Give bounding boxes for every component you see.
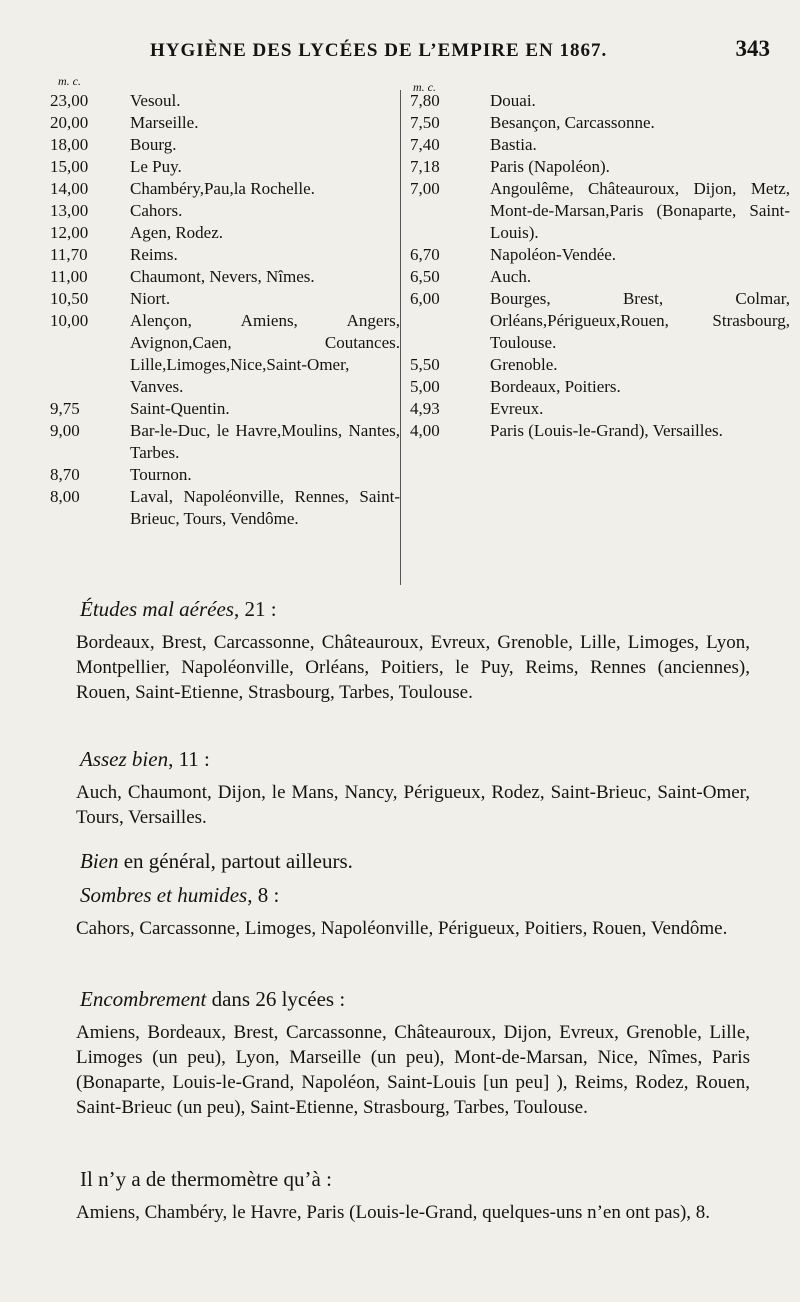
- column-divider: [400, 90, 401, 585]
- table-row: [410, 178, 790, 244]
- lycee-names: Bourg.: [130, 135, 177, 154]
- section-assez-bien: [76, 746, 750, 830]
- heading-italic: Études mal aérées: [80, 597, 234, 621]
- lycee-names: Tournon.: [130, 465, 192, 484]
- table-row: [50, 310, 400, 398]
- table-column-left: [50, 90, 400, 530]
- table-row: [410, 354, 790, 376]
- heading-italic: Encombrement: [80, 987, 207, 1011]
- volume-value: 6,00: [410, 289, 440, 308]
- unit-label-left: m. c.: [58, 74, 81, 88]
- section-heading: [80, 746, 750, 772]
- volume-value: 4,93: [410, 399, 440, 418]
- lycee-names: Paris (Napoléon).: [490, 157, 610, 176]
- section-heading: [80, 882, 750, 908]
- unit-label-right: m. c.: [413, 80, 436, 94]
- volume-value: 10,50: [50, 289, 89, 308]
- volume-value: 18,00: [50, 135, 89, 154]
- section-body: Cahors, Carcassonne, Limoges, Napoléonville, Périgueux, Poitiers, Rouen, Vendôme.: [76, 918, 728, 939]
- section-body: Bordeaux, Brest, Carcassonne, Châteauroux, Evreux, Grenoble, Lille, Limoges, Lyon, Montpellier, Napoléonville, Orléans, Poitiers, le Puy, Reims, Rennes (anciennes), Rouen, Saint-Etienne, Strasbourg, Tarbes, Toulouse.: [76, 632, 750, 703]
- volume-value: 9,00: [50, 421, 80, 440]
- lycee-names: Besançon, Carcassonne.: [490, 113, 655, 132]
- table-row: [50, 90, 400, 112]
- table-row: [50, 266, 400, 288]
- volume-value: 4,00: [410, 421, 440, 440]
- volume-value: 7,18: [410, 157, 440, 176]
- lycee-names: Bastia.: [490, 135, 537, 154]
- volume-value: 11,70: [50, 245, 88, 264]
- lycee-names: Douai.: [490, 91, 536, 110]
- table-row: [410, 90, 790, 112]
- table-row: [50, 178, 400, 200]
- lycee-names: Le Puy.: [130, 157, 182, 176]
- table-row: [50, 464, 400, 486]
- table-row: [410, 376, 790, 398]
- lycee-names: Bar-le-Duc, le Havre,Moulins, Nantes, Tarbes.: [130, 421, 400, 462]
- volume-value: 23,00: [50, 91, 89, 110]
- volume-value: 15,00: [50, 157, 89, 176]
- table-row: [410, 398, 790, 420]
- heading-italic: Bien: [80, 849, 119, 873]
- heading-rest: , 8 :: [247, 883, 280, 907]
- section-body: Auch, Chaumont, Dijon, le Mans, Nancy, Périgueux, Rodez, Saint-Brieuc, Saint-Omer, Tours, Versailles.: [76, 782, 750, 828]
- table-row: [50, 420, 400, 464]
- lycee-names: Bourges, Brest, Colmar, Orléans,Périgueux,Rouen, Strasbourg, Toulouse.: [490, 289, 790, 352]
- section-thermometre: [76, 1166, 750, 1225]
- section-etudes-mal-aerees: [76, 596, 750, 705]
- section-heading: [80, 1166, 750, 1192]
- section-heading: [80, 986, 750, 1012]
- lycee-names: Evreux.: [490, 399, 544, 418]
- volume-value: 11,00: [50, 267, 88, 286]
- lycee-names: Grenoble.: [490, 355, 558, 374]
- lycee-names: Saint-Quentin.: [130, 399, 230, 418]
- volume-value: 9,75: [50, 399, 80, 418]
- volume-table: [40, 90, 790, 590]
- table-row: [50, 156, 400, 178]
- table-row: [410, 244, 790, 266]
- lycee-names: Auch.: [490, 267, 532, 286]
- page-number: 343: [735, 36, 770, 61]
- volume-value: 8,70: [50, 465, 80, 484]
- table-row: [410, 112, 790, 134]
- table-row: [50, 222, 400, 244]
- table-row: [50, 112, 400, 134]
- section-body: Amiens, Bordeaux, Brest, Carcassonne, Châteauroux, Dijon, Evreux, Grenoble, Lille, Limoges (un peu), Lyon, Marseille (un peu), Mont-de-Marsan, Nice, Nîmes, Paris (Bonaparte, Louis-le-Grand, Napoléon, Saint-Louis [un peu] ), Reims, Rodez, Rouen, Saint-Brieuc (un peu), Saint-Etienne, Strasbourg, Tarbes, Toulouse.: [76, 1022, 750, 1118]
- volume-value: 14,00: [50, 179, 89, 198]
- lycee-names: Cahors.: [130, 201, 183, 220]
- table-row: [50, 398, 400, 420]
- running-header: [150, 36, 770, 66]
- heading-rest: , 11 :: [168, 747, 210, 771]
- volume-value: 10,00: [50, 311, 89, 330]
- table-row: [50, 134, 400, 156]
- lycee-names: Chambéry,Pau,la Rochelle.: [130, 179, 315, 198]
- lycee-names: Napoléon-Vendée.: [490, 245, 617, 264]
- table-row: [410, 420, 790, 442]
- heading-rest: , 21 :: [233, 597, 277, 621]
- section-encombrement: [76, 986, 750, 1120]
- lycee-names: Marseille.: [130, 113, 199, 132]
- lycee-names: Chaumont, Nevers, Nîmes.: [130, 267, 315, 286]
- heading-rest: dans 26 lycées :: [206, 987, 346, 1011]
- section-body: Amiens, Chambéry, le Havre, Paris (Louis-le-Grand, quelques-uns n’en ont pas), 8.: [76, 1202, 711, 1223]
- volume-value: 8,00: [50, 487, 80, 506]
- volume-value: 12,00: [50, 223, 89, 242]
- volume-value: 20,00: [50, 113, 89, 132]
- section-heading: [80, 596, 750, 622]
- lycee-names: Paris (Louis-le-Grand), Versailles.: [490, 421, 723, 440]
- table-row: [410, 266, 790, 288]
- table-row: [410, 134, 790, 156]
- heading-italic: Assez bien: [80, 747, 169, 771]
- table-row: [50, 288, 400, 310]
- lycee-names: Niort.: [130, 289, 171, 308]
- lycee-names: Laval, Napoléonville, Rennes, Saint-Brieuc, Tours, Vendôme.: [130, 487, 400, 528]
- header-title: HYGIÈNE DES LYCÉES DE L’EMPIRE EN 1867.: [150, 40, 608, 61]
- volume-value: 13,00: [50, 201, 89, 220]
- lycee-names: Angoulême, Châteauroux, Dijon, Metz, Mont-de-Marsan,Paris (Bonaparte, Saint-Louis).: [490, 179, 790, 242]
- volume-value: 7,00: [410, 179, 440, 198]
- lycee-names: Reims.: [130, 245, 178, 264]
- section-heading: [80, 848, 750, 874]
- table-row: [50, 200, 400, 222]
- table-row: [50, 244, 400, 266]
- volume-value: 7,50: [410, 113, 440, 132]
- heading-italic: Sombres et humides: [80, 883, 248, 907]
- lycee-names: Vesoul.: [130, 91, 181, 110]
- heading-rest: Il n’y a de thermomètre qu’à :: [80, 1167, 332, 1191]
- table-row: [410, 156, 790, 178]
- volume-value: 7,80: [410, 91, 440, 110]
- section-bien: [80, 848, 750, 882]
- volume-value: 7,40: [410, 135, 440, 154]
- volume-value: 5,00: [410, 377, 440, 396]
- section-sombres-humides: [76, 882, 750, 941]
- table-row: [50, 486, 400, 530]
- volume-value: 6,70: [410, 245, 440, 264]
- volume-value: 5,50: [410, 355, 440, 374]
- table-column-right: [410, 90, 790, 442]
- lycee-names: Bordeaux, Poitiers.: [490, 377, 621, 396]
- heading-rest: en général, partout ailleurs.: [118, 849, 353, 873]
- lycee-names: Agen, Rodez.: [130, 223, 224, 242]
- lycee-names: Alençon, Amiens, Angers, Avignon,Caen, Coutances. Lille,Limoges,Nice,Saint-Omer, Vanves.: [130, 311, 400, 396]
- volume-value: 6,50: [410, 267, 440, 286]
- table-row: [410, 288, 790, 354]
